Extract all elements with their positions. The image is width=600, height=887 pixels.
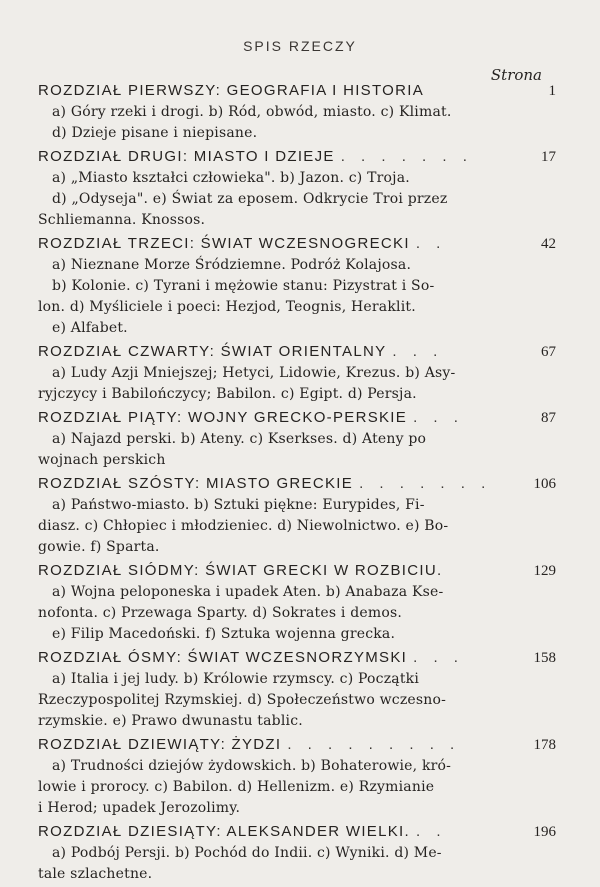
chapter-subtopics-line: Schliemanna. Knossos. [38, 212, 206, 228]
chapter-heading-row [38, 473, 556, 495]
toc-entry [38, 821, 556, 885]
dot-leader: . . [415, 823, 447, 840]
chapter-heading: ROZDZIAŁ SIÓDMY: ŚWIAT GRECKI W ROZBICIU. [38, 562, 443, 579]
chapter-subtopics-line: a) Podbój Persji. b) Pochód do Indii. c) Wyniki. d) Me- [52, 845, 442, 861]
chapter-subtopics-line: a) Trudności dziejów żydowskich. b) Bohaterowie, kró- [52, 758, 452, 774]
chapter-subtopics-line: a) Italia i jej ludy. b) Królowie rzymscy. c) Początki [52, 671, 420, 687]
chapter-subtopics-line: rzymskie. e) Prawo dwunastu tablic. [38, 713, 303, 729]
page-number: 129 [533, 563, 556, 579]
toc-entry [38, 233, 556, 339]
chapter-subtopics-line: a) Nieznane Morze Śródziemne. Podróż Kolajosa. [52, 257, 412, 273]
toc-entry [38, 473, 556, 558]
dot-leader: . . . [413, 409, 464, 426]
page-number: 17 [541, 149, 556, 165]
page-number: 1 [548, 83, 556, 99]
chapter-subtopics-line: e) Filip Macedoński. f) Sztuka wojenna grecka. [52, 626, 396, 642]
chapter-subtopics-line: tale szlachetne. [38, 866, 153, 882]
toc-entry [38, 407, 556, 471]
page-number: 67 [541, 344, 556, 360]
page-number: 106 [533, 476, 556, 492]
dot-leader: . . . . . . . [359, 475, 492, 492]
chapter-heading: ROZDZIAŁ CZWARTY: ŚWIAT ORIENTALNY [38, 343, 387, 360]
chapter-subtopics-line: b) Kolonie. c) Tyrani i mężowie stanu: Pizystrat i So- [52, 278, 435, 294]
chapter-subtopics-line: d) „Odyseja". e) Świat za eposem. Odkrycie Troi przez [52, 191, 448, 207]
toc-entry [38, 80, 556, 144]
chapter-heading-row [38, 647, 556, 669]
chapter-heading: ROZDZIAŁ SZÓSTY: MIASTO GRECKIE [38, 475, 354, 492]
chapter-subtopics-line: a) „Miasto kształci człowieka". b) Jazon. c) Troja. [52, 170, 410, 186]
chapter-heading-row [38, 734, 556, 756]
chapter-heading-row [38, 821, 556, 843]
toc-entry [38, 341, 556, 405]
chapter-heading: ROZDZIAŁ DZIESIĄTY: ALEKSANDER WIELKI. [38, 823, 410, 840]
dot-leader: . . . [392, 343, 444, 360]
chapter-heading-row [38, 146, 556, 168]
dot-leader: . . . . . . . [340, 148, 473, 165]
chapter-subtopics-line: lon. d) Myśliciele i poeci: Hezjod, Teognis, Heraklit. [38, 299, 416, 315]
toc-entry [38, 560, 556, 645]
chapter-heading-row [38, 407, 556, 429]
chapter-subtopics-line: lowie i prorocy. c) Babilon. d) Hellenizm. e) Rzymianie [38, 779, 435, 795]
chapter-subtopics-line: gowie. f) Sparta. [38, 539, 160, 555]
chapter-subtopics-line: ryjczycy i Babilończycy; Babilon. c) Egipt. d) Persja. [38, 386, 417, 402]
chapter-heading: ROZDZIAŁ TRZECI: ŚWIAT WCZESNOGRECKI [38, 235, 410, 252]
chapter-heading-row [38, 560, 556, 582]
page-number: 158 [533, 650, 556, 666]
chapter-subtopics-line: wojnach perskich [38, 452, 166, 468]
chapter-subtopics-line: i Herod; upadek Jerozolimy. [38, 800, 241, 816]
page-column-label: Strona [490, 66, 542, 84]
page-number: 42 [541, 236, 556, 252]
chapter-subtopics-line: a) Góry rzeki i drogi. b) Ród, obwód, miasto. c) Klimat. [52, 104, 452, 120]
chapter-subtopics-line: a) Państwo-miasto. b) Sztuki piękne: Eurypides, Fi- [52, 497, 425, 513]
dot-leader: . . . [413, 649, 464, 666]
chapter-subtopics-line: a) Wojna peloponeska i upadek Aten. b) Anabaza Kse- [52, 584, 444, 600]
chapter-subtopics-line: a) Najazd perski. b) Ateny. c) Kserkses. d) Ateny po [52, 431, 427, 447]
page-number: 178 [533, 737, 556, 753]
dot-leader: . . [415, 235, 447, 252]
chapter-heading: ROZDZIAŁ PIĄTY: WOJNY GRECKO-PERSKIE [38, 409, 408, 426]
toc-entry [38, 146, 556, 231]
table-of-contents [38, 80, 556, 887]
chapter-heading: ROZDZIAŁ ÓSMY: ŚWIAT WCZESNORZYMSKI [38, 649, 408, 666]
chapter-subtopics-line: e) Alfabet. [52, 320, 128, 336]
dot-leader: . . . . . . . . . [287, 736, 461, 753]
chapter-heading-row [38, 341, 556, 363]
chapter-subtopics-line: Rzeczypospolitej Rzymskiej. d) Społeczeństwo wczesno- [38, 692, 447, 708]
chapter-subtopics-line: a) Ludy Azji Mniejszej; Hetyci, Lidowie, Krezus. b) Asy- [52, 365, 456, 381]
page-number: 87 [541, 410, 556, 426]
toc-entry [38, 647, 556, 732]
chapter-heading: ROZDZIAŁ DZIEWIĄTY: ŻYDZI [38, 736, 282, 753]
toc-entry [38, 734, 556, 819]
page-title: SPIS RZECZY [243, 38, 357, 54]
chapter-heading-row [38, 233, 556, 255]
chapter-subtopics-line: diasz. c) Chłopiec i młodzieniec. d) Niewolnictwo. e) Bo- [38, 518, 449, 534]
chapter-heading: ROZDZIAŁ DRUGI: MIASTO I DZIEJE [38, 148, 335, 165]
page-number: 196 [533, 824, 556, 840]
chapter-subtopics-line: nofonta. c) Przewaga Sparty. d) Sokrates i demos. [38, 605, 403, 621]
chapter-heading-row [38, 80, 556, 102]
chapter-heading: ROZDZIAŁ PIERWSZY: GEOGRAFIA I HISTORIA [38, 82, 425, 99]
chapter-subtopics-line: d) Dzieje pisane i niepisane. [52, 125, 258, 141]
